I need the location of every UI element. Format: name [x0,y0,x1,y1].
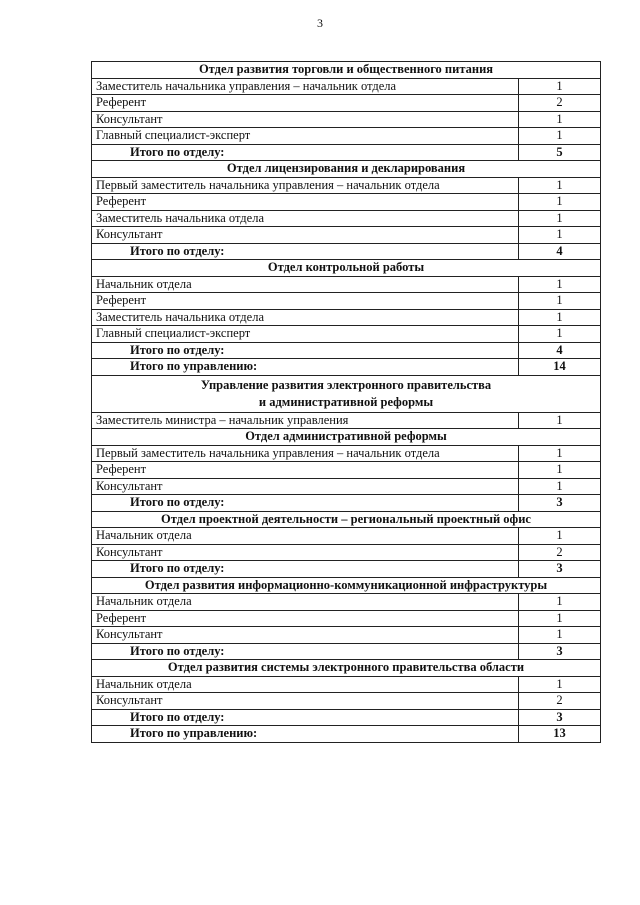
total-label: Итого по управлению: [92,726,519,743]
position-row [92,95,601,112]
position-row [92,309,601,326]
total-label: Итого по отделу: [92,144,519,161]
position-count: 1 [519,326,601,343]
position-count: 1 [519,610,601,627]
position-row [92,293,601,310]
department-heading: Отдел административной реформы [92,429,601,446]
position-name: Референт [92,194,519,211]
position-count: 2 [519,544,601,561]
position-row [92,177,601,194]
total-count: 4 [519,342,601,359]
position-row [92,128,601,145]
position-count: 1 [519,478,601,495]
total-row [92,243,601,260]
position-count: 2 [519,95,601,112]
position-count: 1 [519,210,601,227]
position-row [92,528,601,545]
department-heading-row [92,260,601,277]
position-name: Референт [92,95,519,112]
position-count: 1 [519,111,601,128]
position-count: 1 [519,528,601,545]
department-heading: Отдел проектной деятельности – региональный проектный офис [92,511,601,528]
department-heading: Отдел лицензирования и декларирования [92,161,601,178]
total-row [92,359,601,376]
total-count: 3 [519,561,601,578]
department-heading: Отдел развития системы электронного правительства области [92,660,601,677]
position-count: 1 [519,194,601,211]
position-count: 1 [519,594,601,611]
position-row [92,544,601,561]
page-number: 3 [317,16,323,30]
position-count: 1 [519,276,601,293]
staffing-table [91,61,601,743]
position-row [92,276,601,293]
position-name: Консультант [92,111,519,128]
department-heading: Отдел контрольной работы [92,260,601,277]
position-row [92,78,601,95]
total-label: Итого по управлению: [92,359,519,376]
position-row [92,478,601,495]
department-heading-row [92,62,601,79]
total-row [92,643,601,660]
total-label: Итого по отделу: [92,643,519,660]
division-heading-line-1: Управление развития электронного правительства [200,377,492,392]
total-label: Итого по отделу: [92,243,519,260]
position-name: Главный специалист-эксперт [92,326,519,343]
position-row [92,594,601,611]
total-row [92,144,601,161]
position-row [92,227,601,244]
position-row [92,610,601,627]
position-count: 1 [519,177,601,194]
staffing-table-body [92,62,601,743]
position-count: 1 [519,412,601,429]
position-name: Референт [92,462,519,479]
division-heading-line-2: и административной реформы [258,394,434,409]
position-count: 1 [519,309,601,326]
position-row [92,111,601,128]
total-row [92,709,601,726]
total-count: 4 [519,243,601,260]
position-name: Начальник отдела [92,276,519,293]
department-heading-row [92,660,601,677]
department-heading-row [92,429,601,446]
position-row [92,445,601,462]
position-row [92,210,601,227]
position-row [92,462,601,479]
position-name: Заместитель министра – начальник управления [92,412,519,429]
division-heading-row [92,375,601,412]
position-name: Заместитель начальника отдела [92,309,519,326]
total-count: 5 [519,144,601,161]
position-name: Консультант [92,478,519,495]
position-name: Референт [92,293,519,310]
total-count: 3 [519,643,601,660]
position-row [92,194,601,211]
position-count: 1 [519,627,601,644]
total-row [92,561,601,578]
position-row [92,627,601,644]
position-name: Главный специалист-эксперт [92,128,519,145]
department-heading-row [92,577,601,594]
position-count: 1 [519,676,601,693]
total-count: 13 [519,726,601,743]
total-count: 14 [519,359,601,376]
position-row [92,326,601,343]
position-name: Первый заместитель начальника управления – начальник отдела [92,177,519,194]
total-row [92,495,601,512]
division-heading [92,375,601,412]
position-row [92,693,601,710]
position-count: 1 [519,293,601,310]
department-heading: Отдел развития торговли и общественного питания [92,62,601,79]
position-count: 1 [519,78,601,95]
department-heading: Отдел развития информационно-коммуникационной инфраструктуры [92,577,601,594]
department-heading-row [92,161,601,178]
position-count: 1 [519,227,601,244]
position-name: Начальник отдела [92,676,519,693]
position-count: 1 [519,462,601,479]
total-row [92,726,601,743]
position-name: Заместитель начальника управления – начальник отдела [92,78,519,95]
position-name: Консультант [92,227,519,244]
position-row [92,676,601,693]
position-name: Заместитель начальника отдела [92,210,519,227]
position-name: Консультант [92,544,519,561]
position-name: Первый заместитель начальника управления – начальник отдела [92,445,519,462]
position-name: Референт [92,610,519,627]
total-label: Итого по отделу: [92,342,519,359]
position-row [92,412,601,429]
position-count: 2 [519,693,601,710]
total-row [92,342,601,359]
total-count: 3 [519,495,601,512]
total-label: Итого по отделу: [92,561,519,578]
position-name: Начальник отдела [92,528,519,545]
department-heading-row [92,511,601,528]
position-name: Консультант [92,693,519,710]
position-count: 1 [519,128,601,145]
total-count: 3 [519,709,601,726]
position-name: Начальник отдела [92,594,519,611]
total-label: Итого по отделу: [92,495,519,512]
total-label: Итого по отделу: [92,709,519,726]
position-name: Консультант [92,627,519,644]
position-count: 1 [519,445,601,462]
